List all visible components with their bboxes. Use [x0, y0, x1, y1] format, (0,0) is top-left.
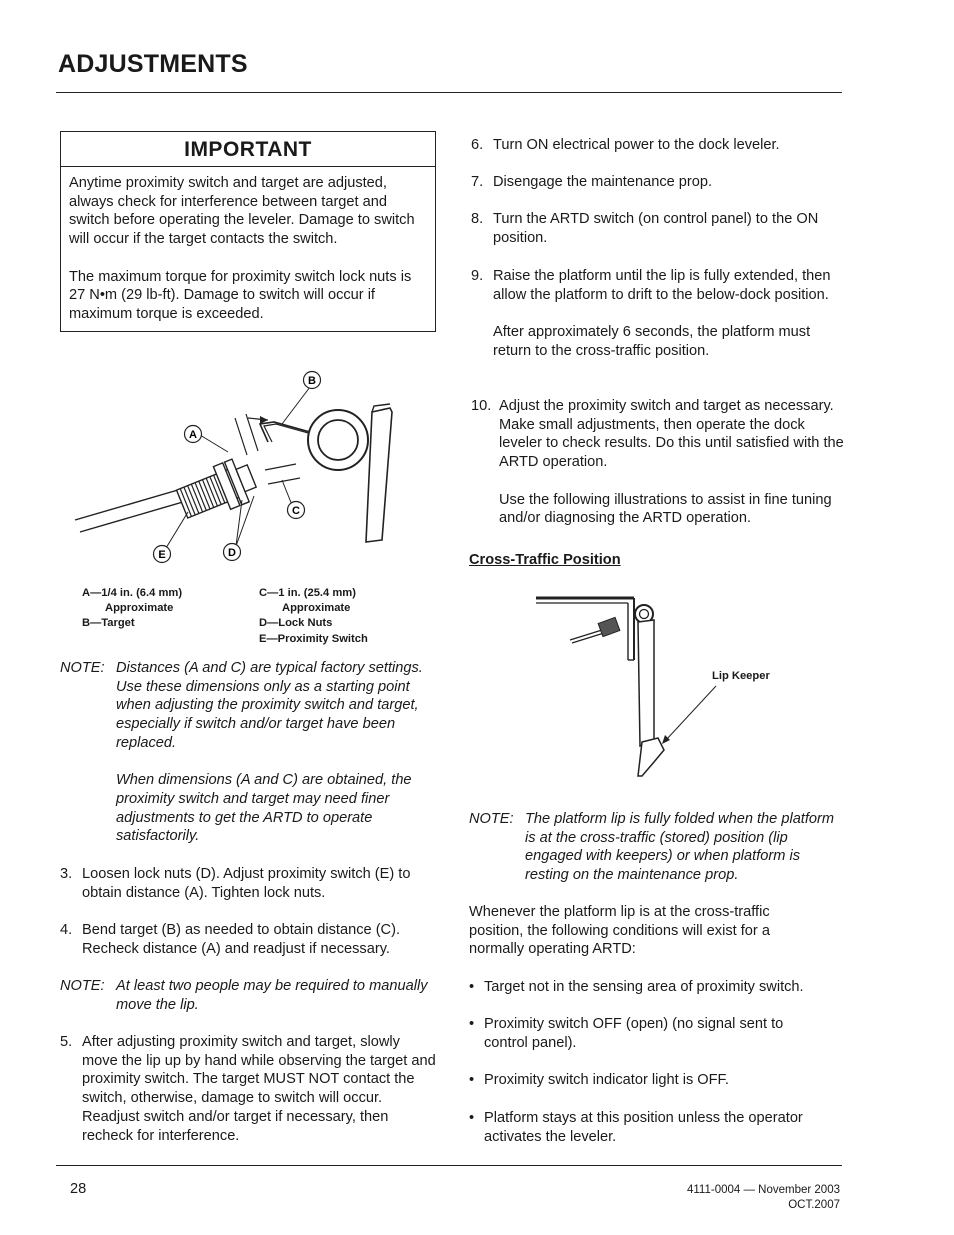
important-heading: IMPORTANT [61, 132, 435, 167]
note-two-people [60, 977, 440, 1014]
legend-item: Approximate [105, 602, 174, 615]
step-8 [471, 210, 821, 247]
legend-item: Approximate [282, 602, 351, 615]
figure-legend-left [82, 586, 182, 632]
step-text: Turn the ARTD switch (on control panel) to the ON position. [493, 211, 819, 246]
note-paragraph: Distances (A and C) are typical factory settings. Use these dimensions only as a starting point when adjusting the proximity switch and target, especially if switch and/or target have been replaced. [116, 660, 423, 751]
callout-e: E [158, 549, 166, 561]
step-number: 8. [471, 211, 484, 227]
bullet-text: Proximity switch indicator light is OFF. [484, 1072, 729, 1088]
note-distances [60, 659, 440, 865]
note-text: The platform lip is fully folded when the platform is at the cross-traffic (stored) position (lip engaged with keepers) or when platform is resting on the maintenance prop. [525, 811, 835, 884]
cross-traffic-intro: Whenever the platform lip is at the cross-traffic position, the following conditions will exist for a normally operating ARTD: [469, 904, 770, 958]
callout-c: C [292, 505, 300, 517]
footer-doc-info [687, 1183, 840, 1213]
note-text: At least two people may be required to manually move the lip. [116, 978, 428, 1013]
step-text: After approximately 6 seconds, the platform must return to the cross-traffic position. [493, 324, 811, 359]
bullet-marker: • [469, 1072, 475, 1088]
page-title: ADJUSTMENTS [58, 50, 248, 78]
legend-item: E—Proximity Switch [259, 632, 368, 645]
revision-date: OCT.2007 [788, 1199, 840, 1211]
cross-traffic-diagram [530, 590, 790, 785]
step-5 [60, 1033, 438, 1145]
step-text: Use the following illustrations to assist in fine tuning and/or diagnosing the ARTD operation. [499, 491, 832, 527]
important-paragraph: Anytime proximity switch and target are adjusted, always check for interference between target and switch before operating the leveler. Damage to switch will occur if the target contacts the switch. [69, 175, 415, 248]
footer-rule [56, 1165, 842, 1166]
step-text: Loosen lock nuts (D). Adjust proximity switch (E) to obtain distance (A). Tighten lock nuts. [82, 866, 411, 901]
bullet-text: Target not in the sensing area of proximity switch. [484, 979, 804, 995]
step-7 [471, 173, 843, 192]
step-number: 6. [471, 137, 484, 153]
note-label: NOTE: [60, 660, 105, 676]
bullet-item [469, 1109, 841, 1146]
legend-item: C—1 in. (25.4 mm) [259, 587, 356, 599]
bullet-item [469, 1071, 841, 1090]
cross-traffic-heading: Cross-Traffic Position [469, 552, 621, 568]
note-paragraph: When dimensions (A and C) are obtained, the proximity switch and target may need finer adjustments to get the ARTD to operate satisfactorily. [116, 772, 412, 845]
bullet-text: Platform stays at this position unless the operator activates the leveler. [484, 1110, 803, 1145]
step-text: Turn ON electrical power to the dock leveler. [493, 137, 780, 153]
bullet-marker: • [469, 1110, 475, 1126]
bullet-item [469, 978, 841, 997]
legend-item: D—Lock Nuts [259, 617, 333, 630]
legend-item: B—Target [82, 617, 135, 630]
callout-b: B [308, 375, 316, 387]
bullet-text: Proximity switch OFF (open) (no signal sent to control panel). [484, 1016, 784, 1051]
page-number: 28 [70, 1181, 87, 1197]
bullet-item [469, 1015, 819, 1052]
doc-number: 4111-0004 — November 2003 [686, 1184, 840, 1196]
note-lip-folded [469, 810, 843, 885]
lip-keeper-label: Lip Keeper [712, 670, 770, 682]
step-10 [471, 397, 845, 547]
step-text: Adjust the proximity switch and target as necessary. Make small adjustments, then operate the dock leveler to check results. Do this until satisfied with the ARTD operation. [499, 398, 844, 471]
important-paragraph: The maximum torque for proximity switch lock nuts is 27 N•m (29 lb-ft). Damage to switch will occur if maximum torque is exceeded. [69, 268, 412, 322]
header-rule [56, 92, 842, 93]
proximity-switch-diagram [60, 360, 440, 585]
important-box [60, 131, 436, 332]
step-text: Disengage the maintenance prop. [493, 174, 713, 190]
bullet-marker: • [469, 979, 475, 995]
step-number: 3. [60, 866, 73, 882]
step-number: 5. [60, 1034, 73, 1050]
step-text: Raise the platform until the lip is fully extended, then allow the platform to drift to the below-dock position. [493, 268, 831, 303]
step-number: 7. [471, 174, 484, 190]
step-number: 10. [471, 398, 492, 414]
step-text: Bend target (B) as needed to obtain distance (C). Recheck distance (A) and readjust if necessary. [82, 922, 401, 957]
callout-a: A [189, 429, 197, 441]
note-label: NOTE: [469, 811, 514, 827]
step-number: 4. [60, 922, 73, 938]
bullet-marker: • [469, 1016, 475, 1032]
legend-item: A—1/4 in. (6.4 mm) [82, 587, 183, 599]
note-label: NOTE: [60, 978, 105, 994]
step-4 [60, 921, 430, 958]
step-text: After adjusting proximity switch and target, slowly move the lip up by hand while observing the target and proximity switch. The target MUST NOT contact the switch, otherwise, damage to switch will occur. Readjust switch and/or target if necessary, then recheck for interference. [82, 1034, 436, 1144]
step-number: 9. [471, 268, 484, 284]
step-6 [471, 136, 843, 155]
figure-legend-right [259, 586, 368, 647]
step-3 [60, 865, 430, 902]
step-9 [471, 267, 843, 379]
callout-d: D [228, 547, 236, 559]
